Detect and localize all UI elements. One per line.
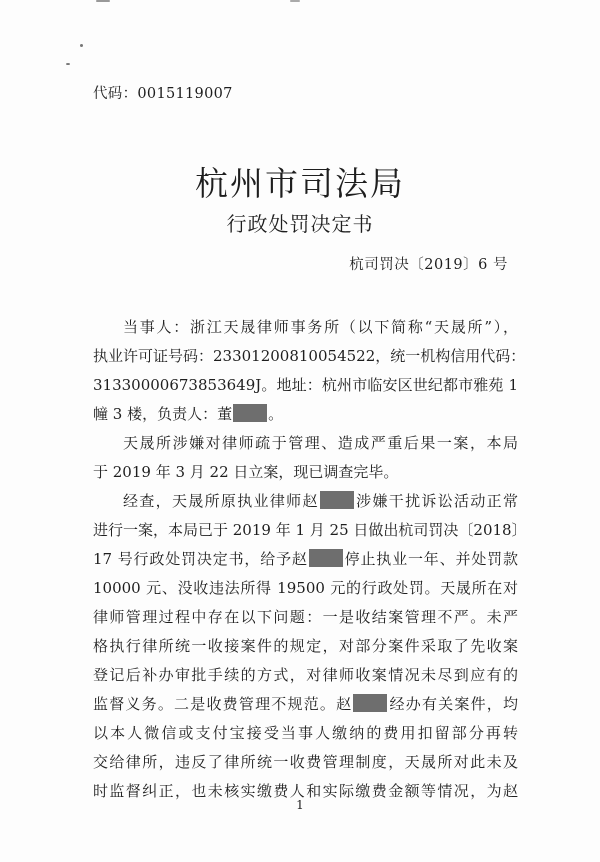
document-subtitle: 行政处罚决定书 (226, 212, 374, 236)
body-line: 登记后补办审批手续的方式，对律师收案情况未尽到应有的 (93, 666, 518, 684)
scan-speck (66, 63, 70, 65)
agency-code: 代码：0015119007 (93, 86, 233, 102)
scan-speck (80, 44, 83, 47)
body-text (93, 313, 527, 806)
body-line: 律师管理过程中存在以下问题：一是收结案管理不严。未严 (93, 608, 518, 626)
redaction-block (309, 549, 343, 567)
document-number: 杭司罚决〔2019〕6 号 (349, 257, 508, 273)
document-title: 杭州市司法局 (195, 164, 405, 203)
body-line: 执业许可证号码：23301200810054522，统一机构信用代码： (93, 347, 526, 365)
body-line: 经查，天晟所原执业律师赵 涉嫌干扰诉讼活动正常 (123, 492, 518, 510)
body-line: 天晟所涉嫌对律师疏于管理、造成严重后果一案，本局 (123, 434, 518, 452)
body-line: 以本人微信或支付宝接受当事人缴纳的费用扣留部分再转 (93, 724, 518, 742)
page-number: 1 (296, 798, 304, 812)
body-line: 进行一案，本局已于 2019 年 1 月 25 日做出杭司罚决〔2018〕 (93, 521, 527, 539)
body-line: 于 2019 年 3 月 22 日立案，现已调查完毕。 (93, 463, 399, 481)
body-line: 幢 3 楼，负责人：董 。 (93, 405, 284, 423)
scan-speck (290, 0, 300, 2)
body-line: 格执行律所统一收接案件的规定，对部分案件采取了先收案 (93, 637, 518, 655)
redaction-block (233, 404, 267, 422)
body-line: 10000 元、没收违法所得 19500 元的行政处罚。天晟所在对 (93, 579, 518, 597)
body-line: 时监督纠正，也未核实缴费人和实际缴费金额等情况，为赵 (93, 782, 518, 800)
body-line: 监督义务。二是收费管理不规范。赵 经办有关案件，均 (93, 695, 518, 713)
body-line: 31330000673853649J。地址：杭州市临安区世纪都市雅苑 1 (93, 376, 518, 394)
body-line: 17 号行政处罚决定书，给予赵 停止执业一年、并处罚款 (93, 550, 518, 568)
redaction-block (353, 694, 387, 712)
scan-speck (96, 0, 110, 2)
body-line: 当事人：浙江天晟律师事务所（以下简称“天晟所”）， (123, 318, 518, 336)
body-line: 交给律所，违反了律所统一收费管理制度，天晟所对此未及 (93, 753, 518, 771)
redaction-block (320, 491, 354, 509)
